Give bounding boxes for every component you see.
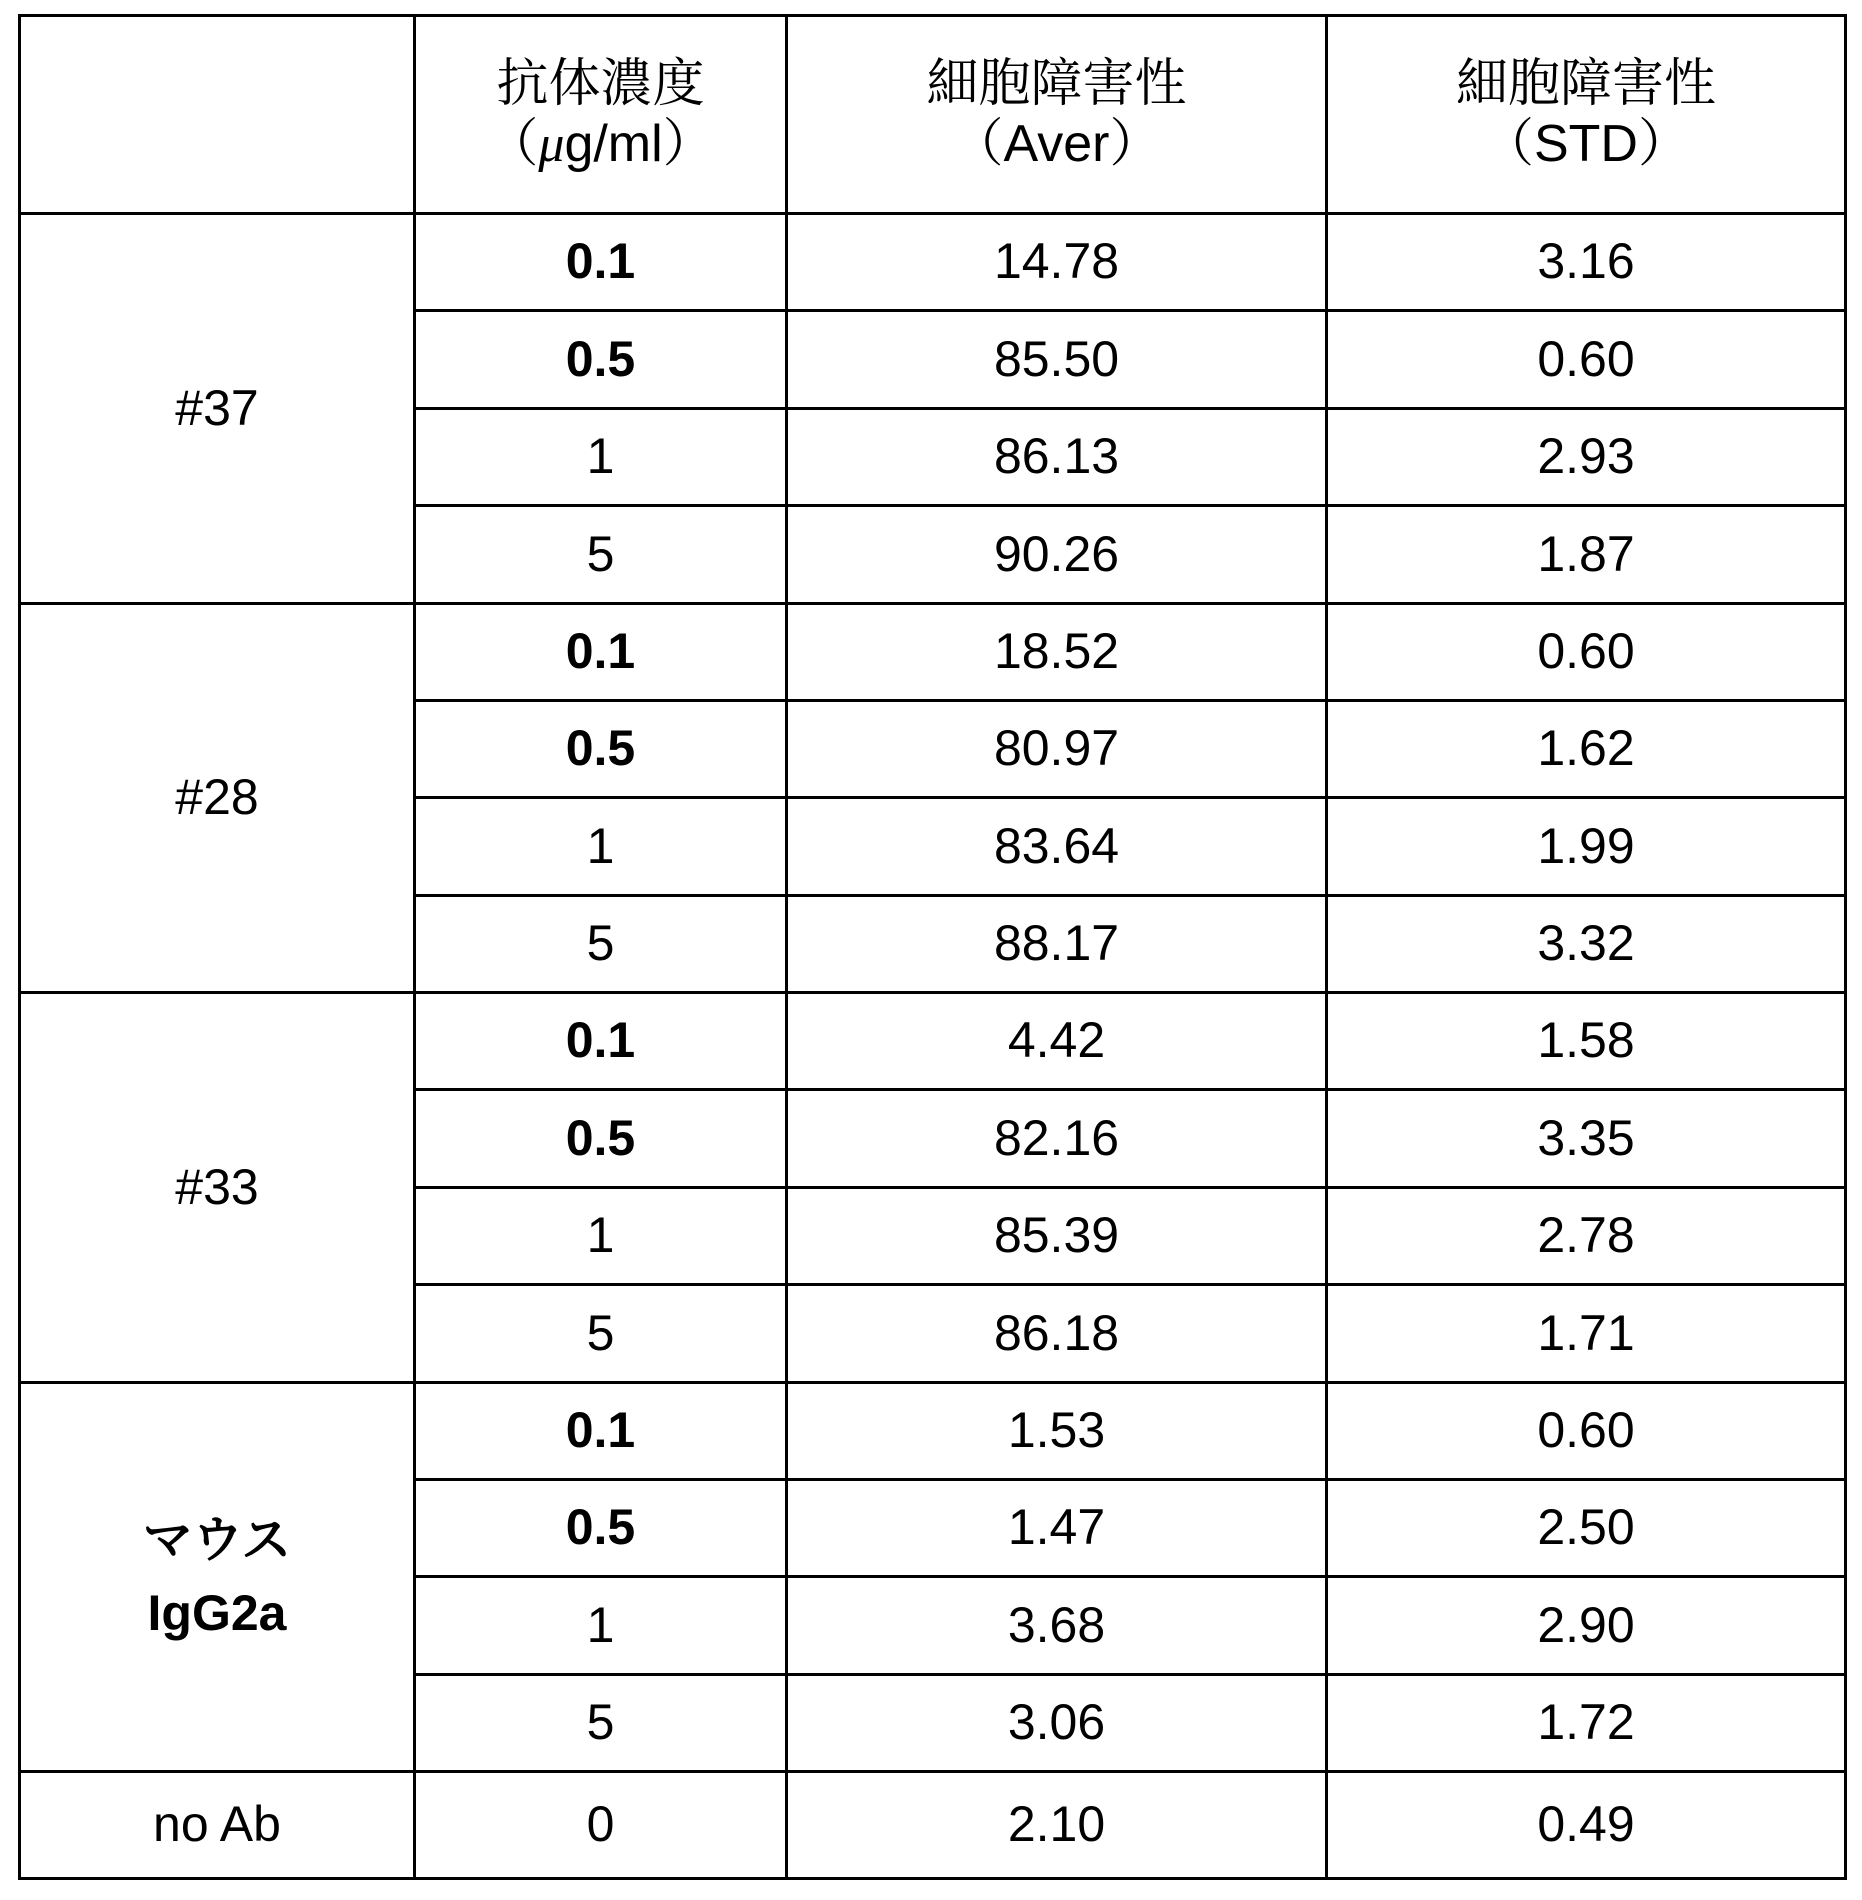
cytotoxicity-aver-cell: 3.06 [787,1674,1327,1771]
cytotoxicity-std-cell: 2.78 [1327,1187,1846,1284]
cytotoxicity-std-cell: 3.35 [1327,1090,1846,1187]
header-cytotoxicity-std [1327,16,1846,214]
table-body [20,214,1846,1879]
header-concentration-line1: 抗体濃度 [496,54,705,113]
concentration-cell: 0.5 [415,700,787,797]
group-label-line: マウス [142,1512,292,1569]
group-label-cell [20,993,415,1383]
table-header [20,16,1846,214]
cytotoxicity-std-cell: 1.99 [1327,798,1846,895]
group-label-cell [20,1382,415,1772]
concentration-cell: 5 [415,1285,787,1382]
header-row [20,16,1846,214]
group-label-cell [20,603,415,993]
cytotoxicity-aver-cell: 90.26 [787,506,1327,603]
cytotoxicity-std-cell: 2.93 [1327,408,1846,505]
cytotoxicity-std-cell: 0.49 [1327,1772,1846,1879]
group-label-line: IgG2a [147,1584,287,1641]
cytotoxicity-aver-cell: 3.68 [787,1577,1327,1674]
concentration-cell: 1 [415,1187,787,1284]
concentration-cell: 0 [415,1772,787,1879]
header-aver-line2: （Aver） [951,114,1162,173]
concentration-cell: 0.5 [415,1479,787,1576]
cytotoxicity-std-cell: 1.62 [1327,700,1846,797]
concentration-cell: 0.1 [415,1382,787,1479]
concentration-cell: 0.1 [415,603,787,700]
group-label-line: #28 [175,769,259,825]
concentration-cell: 5 [415,895,787,992]
concentration-cell: 1 [415,798,787,895]
concentration-cell: 0.1 [415,214,787,311]
header-concentration-line2 [416,115,785,175]
cytotoxicity-aver-cell: 86.13 [787,408,1327,505]
cytotoxicity-aver-cell: 2.10 [787,1772,1327,1879]
header-std-line1: 細胞障害性 [1455,54,1716,113]
cytotoxicity-aver-cell: 18.52 [787,603,1327,700]
header-mu-symbol: μ [538,115,565,173]
concentration-cell: 0.5 [415,1090,787,1187]
table-row [20,603,1846,700]
cytotoxicity-std-cell: 0.60 [1327,311,1846,408]
cytotoxicity-std-cell: 1.87 [1327,506,1846,603]
cytotoxicity-std-cell: 1.72 [1327,1674,1846,1771]
cytotoxicity-aver-cell: 80.97 [787,700,1327,797]
table-row [20,1382,1846,1479]
concentration-cell: 1 [415,1577,787,1674]
cytotoxicity-aver-cell: 88.17 [787,895,1327,992]
table-row [20,214,1846,311]
cytotoxicity-std-cell: 3.32 [1327,895,1846,992]
header-paren-open: （ [486,114,539,173]
cytotoxicity-std-cell: 2.90 [1327,1577,1846,1674]
concentration-cell: 0.1 [415,993,787,1090]
cytotoxicity-std-cell: 1.71 [1327,1285,1846,1382]
cytotoxicity-aver-cell: 83.64 [787,798,1327,895]
cytotoxicity-aver-cell: 85.39 [787,1187,1327,1284]
cytotoxicity-aver-cell: 85.50 [787,311,1327,408]
cytotoxicity-table [18,14,1847,1880]
group-label-line: #33 [175,1158,259,1215]
header-concentration [415,16,787,214]
concentration-cell: 1 [415,408,787,505]
table-row-no-antibody [20,1772,1846,1879]
cytotoxicity-std-cell: 1.58 [1327,993,1846,1090]
cytotoxicity-aver-cell: 82.16 [787,1090,1327,1187]
concentration-cell: 0.5 [415,311,787,408]
cytotoxicity-aver-cell: 14.78 [787,214,1327,311]
header-aver-line1: 細胞障害性 [926,54,1187,113]
table-row [20,993,1846,1090]
cytotoxicity-aver-cell: 86.18 [787,1285,1327,1382]
cytotoxicity-aver-cell: 1.53 [787,1382,1327,1479]
header-unit: g/ml） [564,114,715,173]
group-label-cell: no Ab [20,1772,415,1879]
header-corner-blank [20,16,415,214]
group-label-line: #37 [175,379,259,436]
cytotoxicity-aver-cell: 4.42 [787,993,1327,1090]
cytotoxicity-std-cell: 0.60 [1327,603,1846,700]
cytotoxicity-std-cell: 3.16 [1327,214,1846,311]
concentration-cell: 5 [415,1674,787,1771]
group-label-cell [20,214,415,604]
header-cytotoxicity-aver [787,16,1327,214]
concentration-cell: 5 [415,506,787,603]
header-std-line2: （STD） [1481,114,1690,173]
cytotoxicity-std-cell: 2.50 [1327,1479,1846,1576]
cytotoxicity-std-cell: 0.60 [1327,1382,1846,1479]
cytotoxicity-aver-cell: 1.47 [787,1479,1327,1576]
